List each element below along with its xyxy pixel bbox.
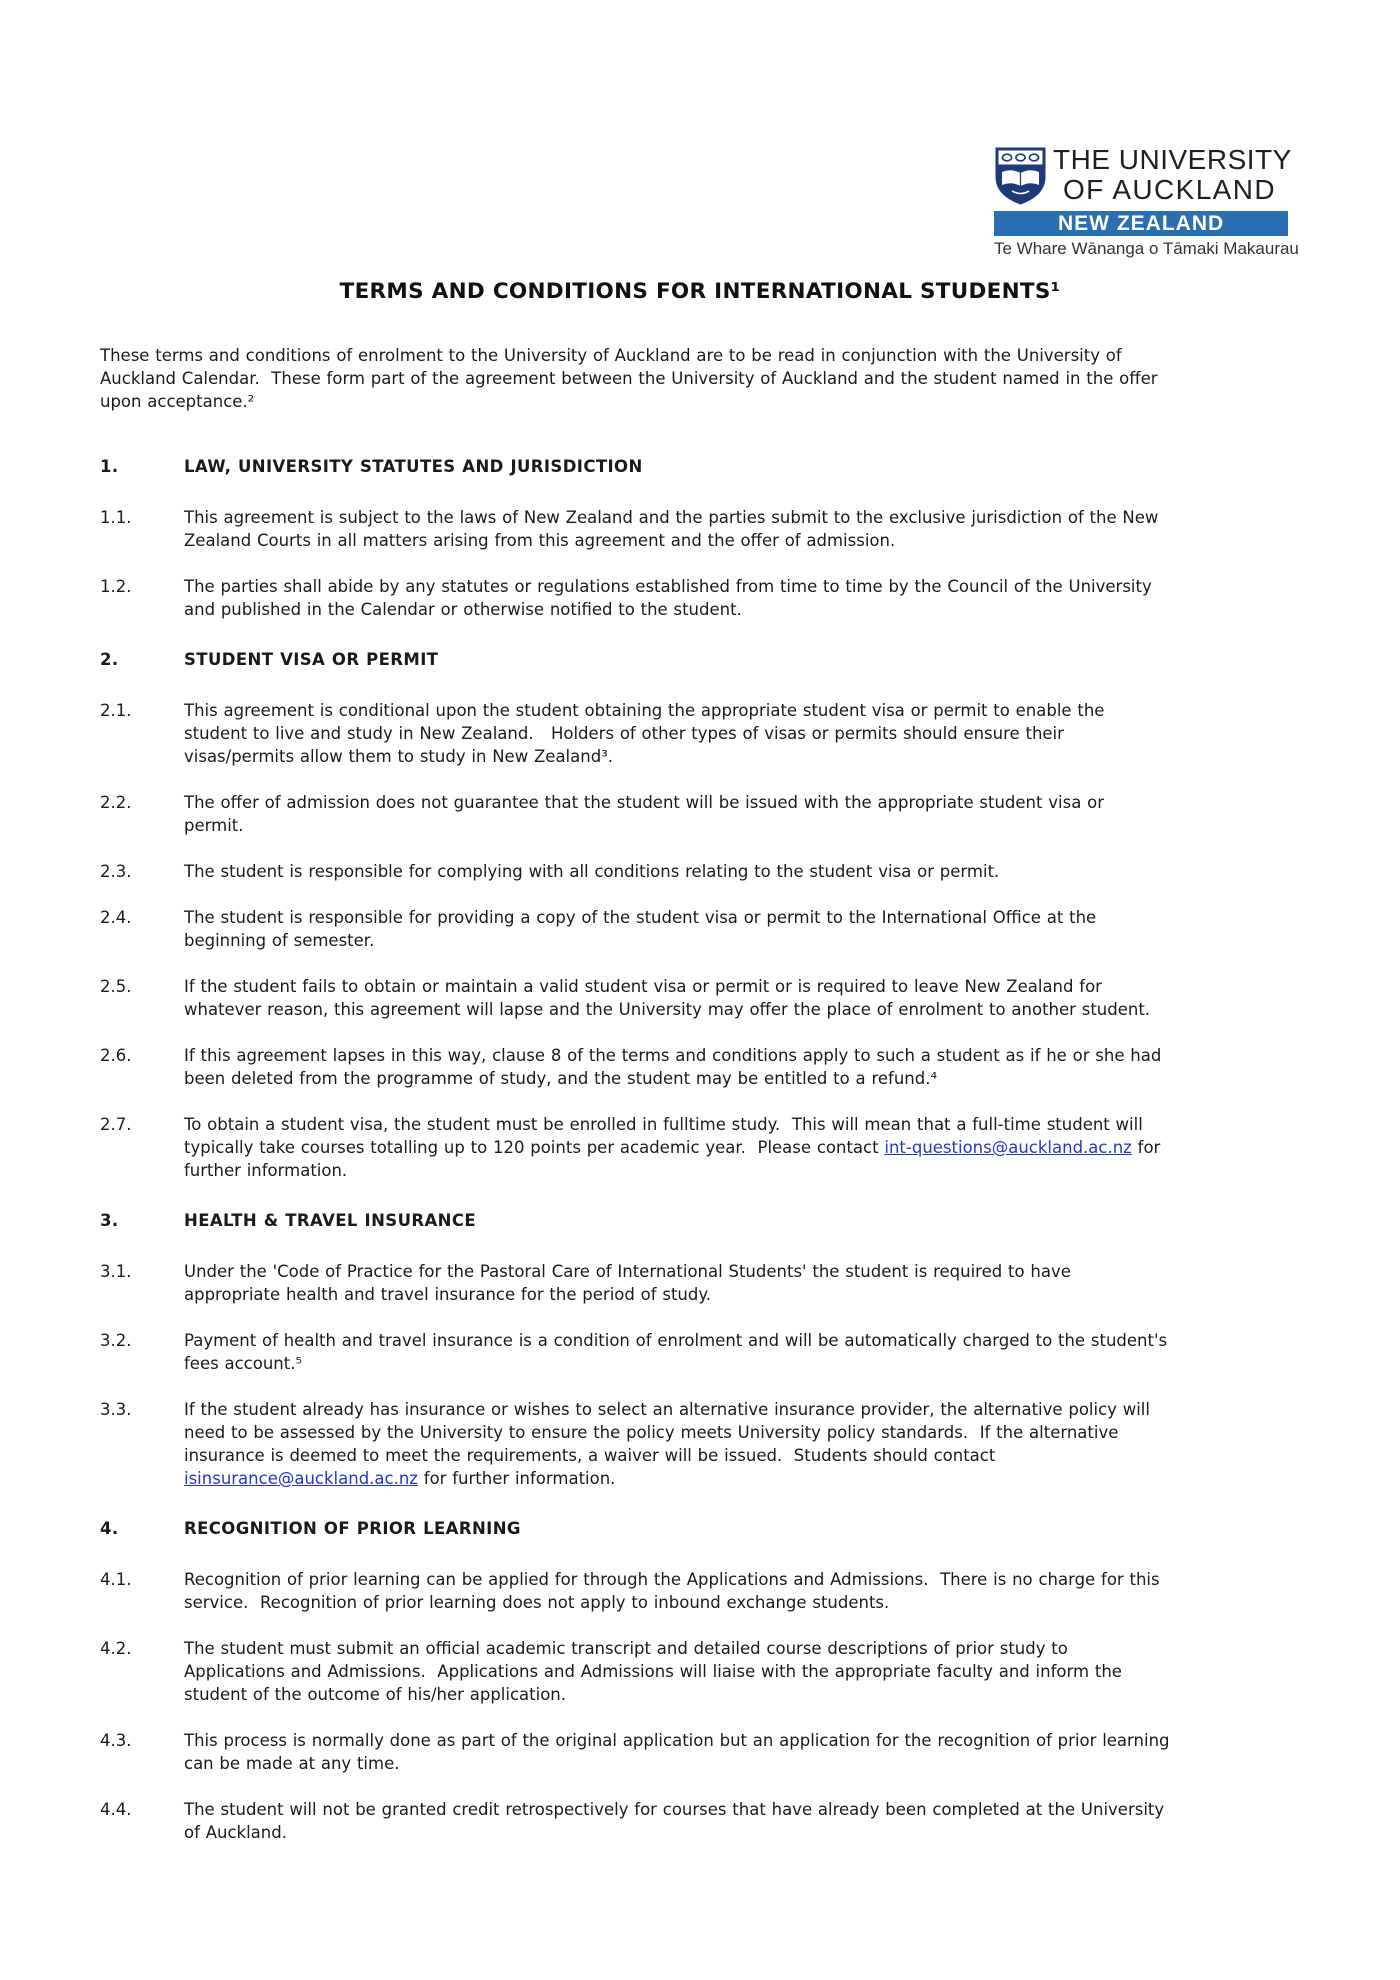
clause-text (184, 506, 1340, 552)
text-line: If the student already has insurance or wishes to select an alternative insurance provider, the alternative policy will (184, 1400, 1150, 1419)
clause-number: 2.4. (100, 908, 132, 927)
text-line: This process is normally done as part of the original application but an application for the recognition of prior learning (184, 1731, 1170, 1750)
clause-text (184, 1329, 1340, 1375)
clause-1-1 (100, 506, 1340, 552)
clause-number: 4.4. (100, 1800, 132, 1819)
text-line: beginning of semester. (184, 931, 375, 950)
text-line: If this agreement lapses in this way, clause 8 of the terms and conditions apply to such a student as if he or she had (184, 1046, 1162, 1065)
clause-2-7 (100, 1113, 1340, 1182)
email-link[interactable]: isinsurance@auckland.ac.nz (184, 1469, 418, 1488)
clause-number: 1.2. (100, 577, 132, 596)
section-title: STUDENT VISA OR PERMIT (184, 650, 439, 669)
text-line: need to be assessed by the University to ensure the policy meets University policy standards. If the alternative (184, 1423, 1119, 1442)
section-heading (100, 648, 1340, 671)
text-line: can be made at any time. (184, 1754, 400, 1773)
clause-2-1 (100, 699, 1340, 768)
clause-number: 4.2. (100, 1639, 132, 1658)
clause-number: 3.1. (100, 1262, 132, 1281)
clause-number: 4.1. (100, 1570, 132, 1589)
text-run: for further information. (417, 1469, 616, 1488)
clause-text (184, 1260, 1340, 1306)
text-line: of Auckland. (184, 1823, 287, 1842)
logo-name-line2: OF AUCKLAND (1063, 174, 1276, 205)
logo-country-band: NEW ZEALAND (994, 211, 1288, 236)
text-line: Recognition of prior learning can be applied for through the Applications and Admissions. There is no charge for this (184, 1570, 1160, 1589)
logo-name-line1: THE UNIVERSITY (1053, 144, 1292, 175)
clause-2-3 (100, 860, 1340, 883)
section-number: 2. (100, 650, 119, 669)
text-line: To obtain a student visa, the student must be enrolled in fulltime study. This will mean that a full-time student will (184, 1115, 1143, 1134)
text-line: visas/permits allow them to study in New Zealand³. (184, 747, 614, 766)
clause-text (184, 1729, 1340, 1775)
university-crest-icon (994, 146, 1047, 206)
section-3 (100, 1209, 1340, 1513)
text-line: insurance is deemed to meet the requirements, a waiver will be issued. Students should contact (184, 1446, 996, 1465)
clause-4-3 (100, 1729, 1340, 1775)
text-line: The offer of admission does not guarantee that the student will be issued with the appropriate student visa or (184, 793, 1105, 812)
clause-3-3 (100, 1398, 1340, 1490)
text-line: fees account.⁵ (184, 1354, 303, 1373)
section-number: 3. (100, 1211, 119, 1230)
clause-number: 2.7. (100, 1115, 132, 1134)
clause-text (184, 1044, 1340, 1090)
clause-1-2 (100, 575, 1340, 621)
clause-3-1 (100, 1260, 1340, 1306)
text-line: Payment of health and travel insurance is a condition of enrolment and will be automatically charged to the student's (184, 1331, 1168, 1350)
section-number: 4. (100, 1519, 119, 1538)
clause-text (184, 791, 1340, 837)
clause-text (184, 1568, 1340, 1614)
text-line (184, 1467, 1340, 1490)
clause-number: 4.3. (100, 1731, 132, 1750)
clause-text (184, 1637, 1340, 1706)
clause-text (184, 1398, 1340, 1490)
text-line: Applications and Admissions. Applications and Admissions will liaise with the appropriate faculty and inform the (184, 1662, 1122, 1681)
intro-paragraph (100, 344, 1340, 413)
text-line: student of the outcome of his/her application. (184, 1685, 566, 1704)
clause-text (184, 1113, 1340, 1182)
clause-text (184, 860, 1340, 883)
text-line: been deleted from the programme of study, and the student may be entitled to a refund.⁴ (184, 1069, 938, 1088)
text-line: The parties shall abide by any statutes or regulations established from time to time by the Council of the University (184, 577, 1152, 596)
text-run: typically take courses totalling up to 120 points per academic year. Please contact (184, 1138, 885, 1157)
document-title: TERMS AND CONDITIONS FOR INTERNATIONAL STUDENTS¹ (339, 279, 1061, 304)
text-line: service. Recognition of prior learning does not apply to inbound exchange students. (184, 1593, 890, 1612)
text-line: further information. (184, 1161, 348, 1180)
section-title: LAW, UNIVERSITY STATUTES AND JURISDICTION (184, 457, 643, 476)
text-line: permit. (184, 816, 244, 835)
text-line: The student must submit an official academic transcript and detailed course descriptions of prior study to (184, 1639, 1068, 1658)
clause-2-2 (100, 791, 1340, 837)
clause-number: 2.6. (100, 1046, 132, 1065)
text-run: for (1131, 1138, 1161, 1157)
clause-2-5 (100, 975, 1340, 1021)
section-title: HEALTH & TRAVEL INSURANCE (184, 1211, 477, 1230)
clause-2-4 (100, 906, 1340, 952)
clause-number: 3.2. (100, 1331, 132, 1350)
clause-text (184, 906, 1340, 952)
text-line: The student is responsible for providing a copy of the student visa or permit to the International Office at the (184, 908, 1097, 927)
text-line: The student will not be granted credit retrospectively for courses that have already been completed at the University (184, 1800, 1165, 1819)
clause-3-2 (100, 1329, 1340, 1375)
text-line: This agreement is conditional upon the student obtaining the appropriate student visa or permit to enable the (184, 701, 1105, 720)
email-link[interactable]: int-questions@auckland.ac.nz (884, 1138, 1132, 1157)
clause-text (184, 975, 1340, 1021)
clause-4-2 (100, 1637, 1340, 1706)
text-line: Zealand Courts in all matters arising from this agreement and the offer of admission. (184, 531, 896, 550)
text-line: Under the 'Code of Practice for the Pastoral Care of International Students' the student is required to have (184, 1262, 1071, 1281)
text-line: The student is responsible for complying with all conditions relating to the student visa or permit. (184, 862, 1000, 881)
section-4 (100, 1517, 1340, 1867)
logo-tagline: Te Whare Wānanga o Tāmaki Makaurau (994, 239, 1299, 258)
document-body (100, 344, 1340, 1867)
clause-number: 2.3. (100, 862, 132, 881)
text-line: upon acceptance.² (100, 392, 255, 411)
text-line: If the student fails to obtain or maintain a valid student visa or permit or is required to leave New Zealand for (184, 977, 1102, 996)
clause-number: 2.5. (100, 977, 132, 996)
text-line: and published in the Calendar or otherwise notified to the student. (184, 600, 742, 619)
section-heading (100, 455, 1340, 478)
clause-number: 3.3. (100, 1400, 132, 1419)
section-number: 1. (100, 457, 119, 476)
clause-4-1 (100, 1568, 1340, 1614)
text-line: These terms and conditions of enrolment to the University of Auckland are to be read in conjunction with the University of (100, 346, 1122, 365)
clause-4-4 (100, 1798, 1340, 1844)
text-line: whatever reason, this agreement will lapse and the University may offer the place of enrolment to another student. (184, 1000, 1151, 1019)
clause-number: 2.1. (100, 701, 132, 720)
clause-2-6 (100, 1044, 1340, 1090)
section-heading (100, 1209, 1340, 1232)
clause-text (184, 1798, 1340, 1844)
section-heading (100, 1517, 1340, 1540)
text-line (184, 1136, 1340, 1159)
section-1 (100, 455, 1340, 644)
clause-number: 2.2. (100, 793, 132, 812)
text-line: This agreement is subject to the laws of New Zealand and the parties submit to the exclusive jurisdiction of the New (184, 508, 1159, 527)
section-title: RECOGNITION OF PRIOR LEARNING (184, 1519, 521, 1538)
text-line: student to live and study in New Zealand. Holders of other types of visas or permits should ensure their (184, 724, 1064, 743)
clause-text (184, 575, 1340, 621)
clause-number: 1.1. (100, 508, 132, 527)
section-2 (100, 648, 1340, 1205)
text-line: Auckland Calendar. These form part of the agreement between the University of Auckland and the student named in the offer (100, 369, 1158, 388)
clause-text (184, 699, 1340, 768)
text-line: appropriate health and travel insurance for the period of study. (184, 1285, 711, 1304)
